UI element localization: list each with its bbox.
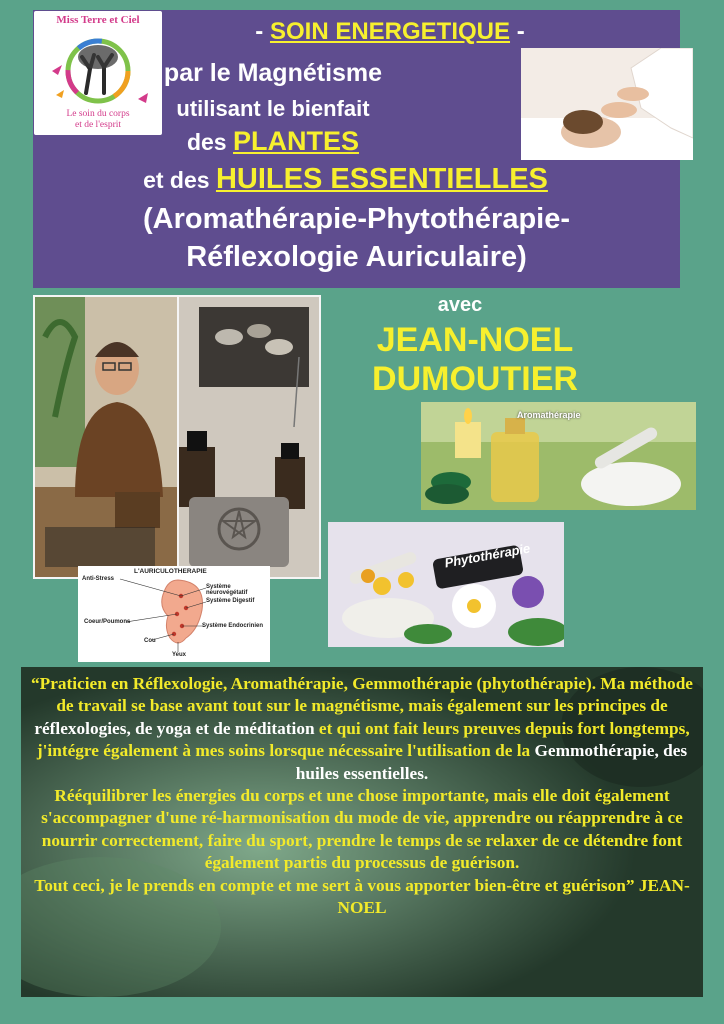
quote-p1-white: réflexologies, de yoga et de méditation bbox=[34, 718, 315, 738]
auriculo-label-digestif: Système Digestif bbox=[206, 598, 255, 604]
quote-p1: “Praticien en Réflexologie, Aromathérapie, Gemmothérapie (phytothérapie). Ma méthode de travail se base avant tout sur le magnétisme, mais également sur les principes de bbox=[31, 674, 693, 716]
header-soin-energetique: SOIN ENERGETIQUE bbox=[269, 18, 511, 45]
header-plantes: PLANTES bbox=[233, 126, 360, 156]
dash-right: - bbox=[516, 18, 525, 45]
presenter-last-name: DUMOUTIER bbox=[372, 360, 578, 398]
quote-p1-rest: et qui ont fait leurs preuves depuis fort longtemps, j'intégre également à mes soins lorsque nécessaire l'utilisation de la bbox=[36, 718, 690, 761]
header-line-2: par le Magnétisme bbox=[163, 59, 383, 87]
aroma-label: Aromathérapie bbox=[517, 410, 581, 420]
auriculo-title: L'AURICULOTHERAPIE bbox=[134, 568, 207, 575]
practitioner-illustration bbox=[35, 297, 177, 577]
auriculo-label-yeux: Yeux bbox=[172, 652, 187, 658]
stones-oils-photo bbox=[177, 295, 321, 579]
header-line-5 bbox=[33, 165, 658, 194]
quote-text bbox=[24, 673, 700, 919]
header-line-4 bbox=[33, 128, 513, 155]
logo-tagline-2: et de l'esprit bbox=[74, 120, 122, 130]
header-line-6: (Aromathérapie-Phytothérapie- bbox=[142, 203, 570, 235]
header-line-4-prefix: des bbox=[186, 129, 227, 155]
avec-label: avec bbox=[437, 294, 483, 316]
auriculo-label-neuro: Système neurovégétatif bbox=[206, 584, 248, 596]
dash-left: - bbox=[255, 18, 264, 45]
quote-p3: Tout ceci, je le prends en compte et me sert à vous apporter bien-être et guérison” JEAN-NOEL bbox=[34, 875, 690, 918]
header-line-7: Réflexologie Auriculaire) bbox=[186, 241, 527, 273]
aromatherapy-photo bbox=[421, 402, 696, 510]
auriculotherapy-diagram bbox=[78, 566, 270, 662]
practitioner-photo bbox=[33, 295, 179, 579]
presenter-first-name: JEAN-NOEL bbox=[376, 321, 574, 359]
logo-title: Miss Terre et Ciel bbox=[56, 14, 140, 26]
logo-tagline-1: Le soin du corps bbox=[66, 109, 130, 119]
stones-illustration bbox=[179, 297, 319, 577]
phytotherapy-photo bbox=[328, 522, 564, 647]
auriculo-label-coeur: Coeur/Poumons bbox=[84, 619, 131, 625]
massage-illustration bbox=[521, 48, 693, 160]
header-line-5-prefix: et des bbox=[143, 167, 210, 193]
quote-p2: Rééquilibrer les énergies du corps et une chose importante, mais elle doit également s'accompagner d'une ré-harmonisation du mode de vie, apprendre ou réapprendre à ce nourrir correctement, faire du sport, prendre le temps de se relaxer de ce détendre font également partis du processus de guérison. bbox=[41, 786, 683, 873]
auriculo-label-anti-stress: Anti-Stress bbox=[82, 576, 115, 582]
header-huiles-essentielles: HUILES ESSENTIELLES bbox=[215, 163, 548, 195]
header-line-3: utilisant le bienfait bbox=[176, 96, 370, 121]
phyto-label: Phytothérapie bbox=[443, 540, 532, 571]
header-line-1 bbox=[100, 20, 680, 44]
quote-p1-white-2: Gemmothérapie, des huiles essentielles. bbox=[295, 741, 688, 783]
auriculo-label-cou: Cou bbox=[144, 638, 156, 644]
auriculo-label-endocrinien: Système Endocrinien bbox=[202, 623, 264, 629]
massage-photo bbox=[521, 48, 693, 160]
